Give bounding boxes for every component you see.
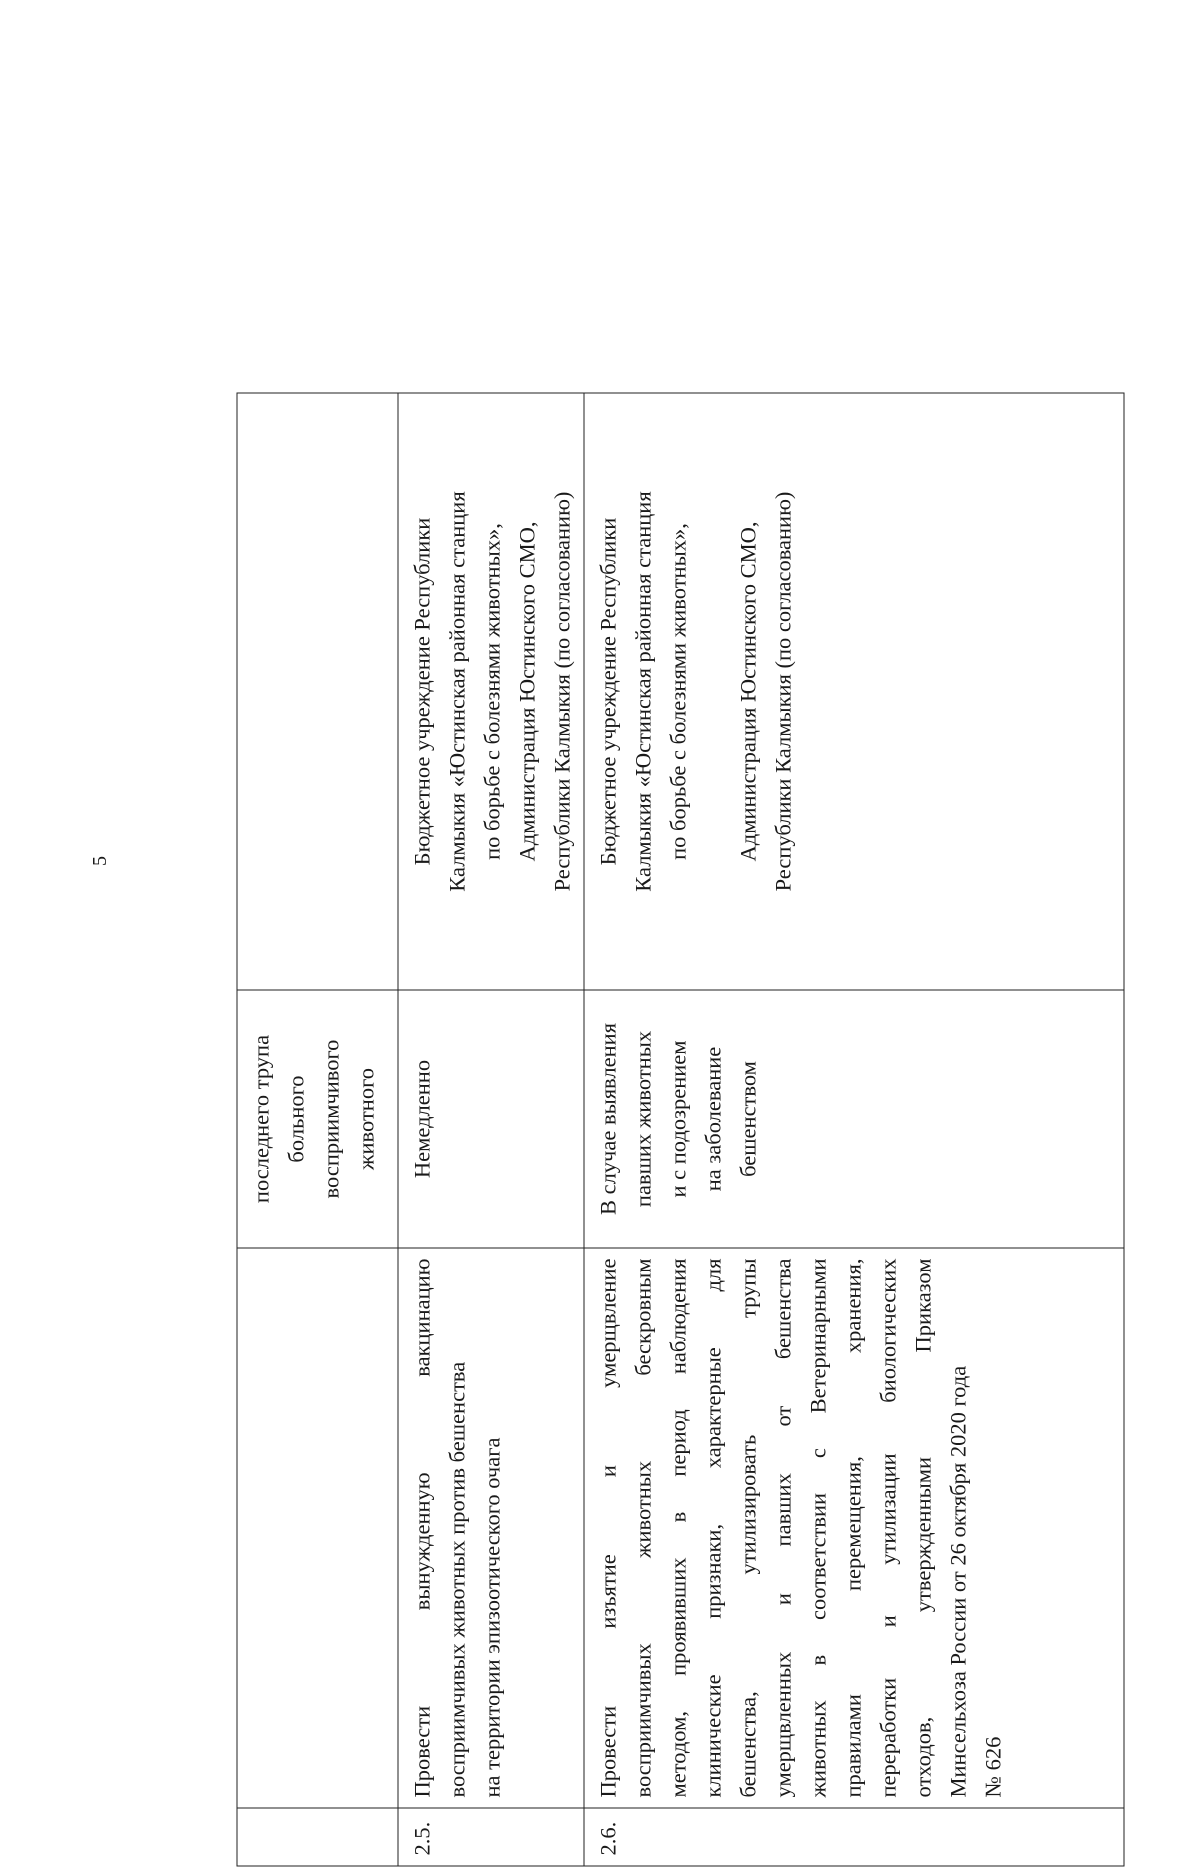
event-line: умерщвленных и павших от бешенства [770, 1258, 796, 1798]
table-row [237, 393, 398, 1866]
event-line: методом, проявивших в период наблюдения [665, 1258, 691, 1798]
event-line: отходов, утвержденными Приказом [910, 1258, 936, 1798]
responsible-cell [584, 393, 1124, 990]
event-line: клинические признаки, характерные для [700, 1258, 726, 1798]
responsible-line: Администрация Юстинского СМО, [735, 521, 761, 862]
term-cell [237, 990, 398, 1248]
responsible-line: Бюджетное учреждение Республики [595, 517, 621, 866]
responsible-line: Бюджетное учреждение Республики [409, 517, 435, 866]
term-cell [584, 990, 1124, 1248]
responsible-cell [237, 393, 398, 990]
event-line: восприимчивых животных против бешенства [444, 1361, 470, 1798]
term-line: на заболевание [700, 1046, 726, 1192]
event-line: животных в соответствии с Ветеринарными [805, 1258, 831, 1798]
responsible-line [696, 404, 731, 980]
row-number-cell [237, 1808, 398, 1866]
term-line: восприимчивого [318, 1039, 344, 1199]
responsible-line: Администрация Юстинского СМО, [514, 521, 540, 862]
row-number-cell: 2.6. [584, 1808, 1124, 1866]
event-cell [584, 1248, 1124, 1808]
event-line: правилами перемещения, хранения, [840, 1258, 866, 1798]
event-line: Минсельхоза России от 26 октября 2020 года [945, 1365, 971, 1798]
term-cell [398, 990, 584, 1248]
event-line: бешенства, утилизировать трупы [735, 1258, 761, 1798]
event-line: Провести изъятие и умерщвление [595, 1258, 621, 1798]
term-line: бешенством [735, 1061, 761, 1177]
term-line: и с подозрением [665, 1040, 691, 1198]
responsible-line: Калмыкия «Юстинская районная станция [444, 491, 470, 892]
event-cell [398, 1248, 584, 1808]
responsible-cell [398, 393, 584, 990]
event-line: № 626 [980, 1736, 1006, 1798]
responsible-line: по борьбе с болезнями животных», [665, 523, 691, 860]
responsible-line: Республики Калмыкия (по согласованию) [770, 491, 796, 892]
term-line: В случае выявления [595, 1022, 621, 1216]
event-cell [237, 1248, 398, 1808]
term-line: больного [283, 1075, 309, 1163]
term-line: последнего трупа [248, 1034, 274, 1204]
event-line: Провести вынужденную вакцинацию [409, 1258, 435, 1798]
table-row [584, 393, 1124, 1866]
responsible-line: по борьбе с болезнями животных», [479, 523, 505, 860]
event-line: на территории эпизоотического очага [479, 1437, 505, 1798]
event-line: переработки и утилизации биологических [875, 1258, 901, 1798]
event-line: восприимчивых животных бескровным [630, 1258, 656, 1798]
page-number: 5 [89, 856, 111, 866]
responsible-line: Калмыкия «Юстинская районная станция [630, 491, 656, 892]
measures-table-container [237, 394, 1121, 1867]
responsible-line: Республики Калмыкия (по согласованию) [549, 491, 575, 892]
term-line: Немедленно [409, 1059, 435, 1179]
term-line: животного [353, 1067, 379, 1171]
measures-table [237, 393, 1125, 1867]
table-row [398, 393, 584, 1866]
row-number-cell: 2.5. [398, 1808, 584, 1866]
term-line: павших животных [630, 1030, 656, 1208]
